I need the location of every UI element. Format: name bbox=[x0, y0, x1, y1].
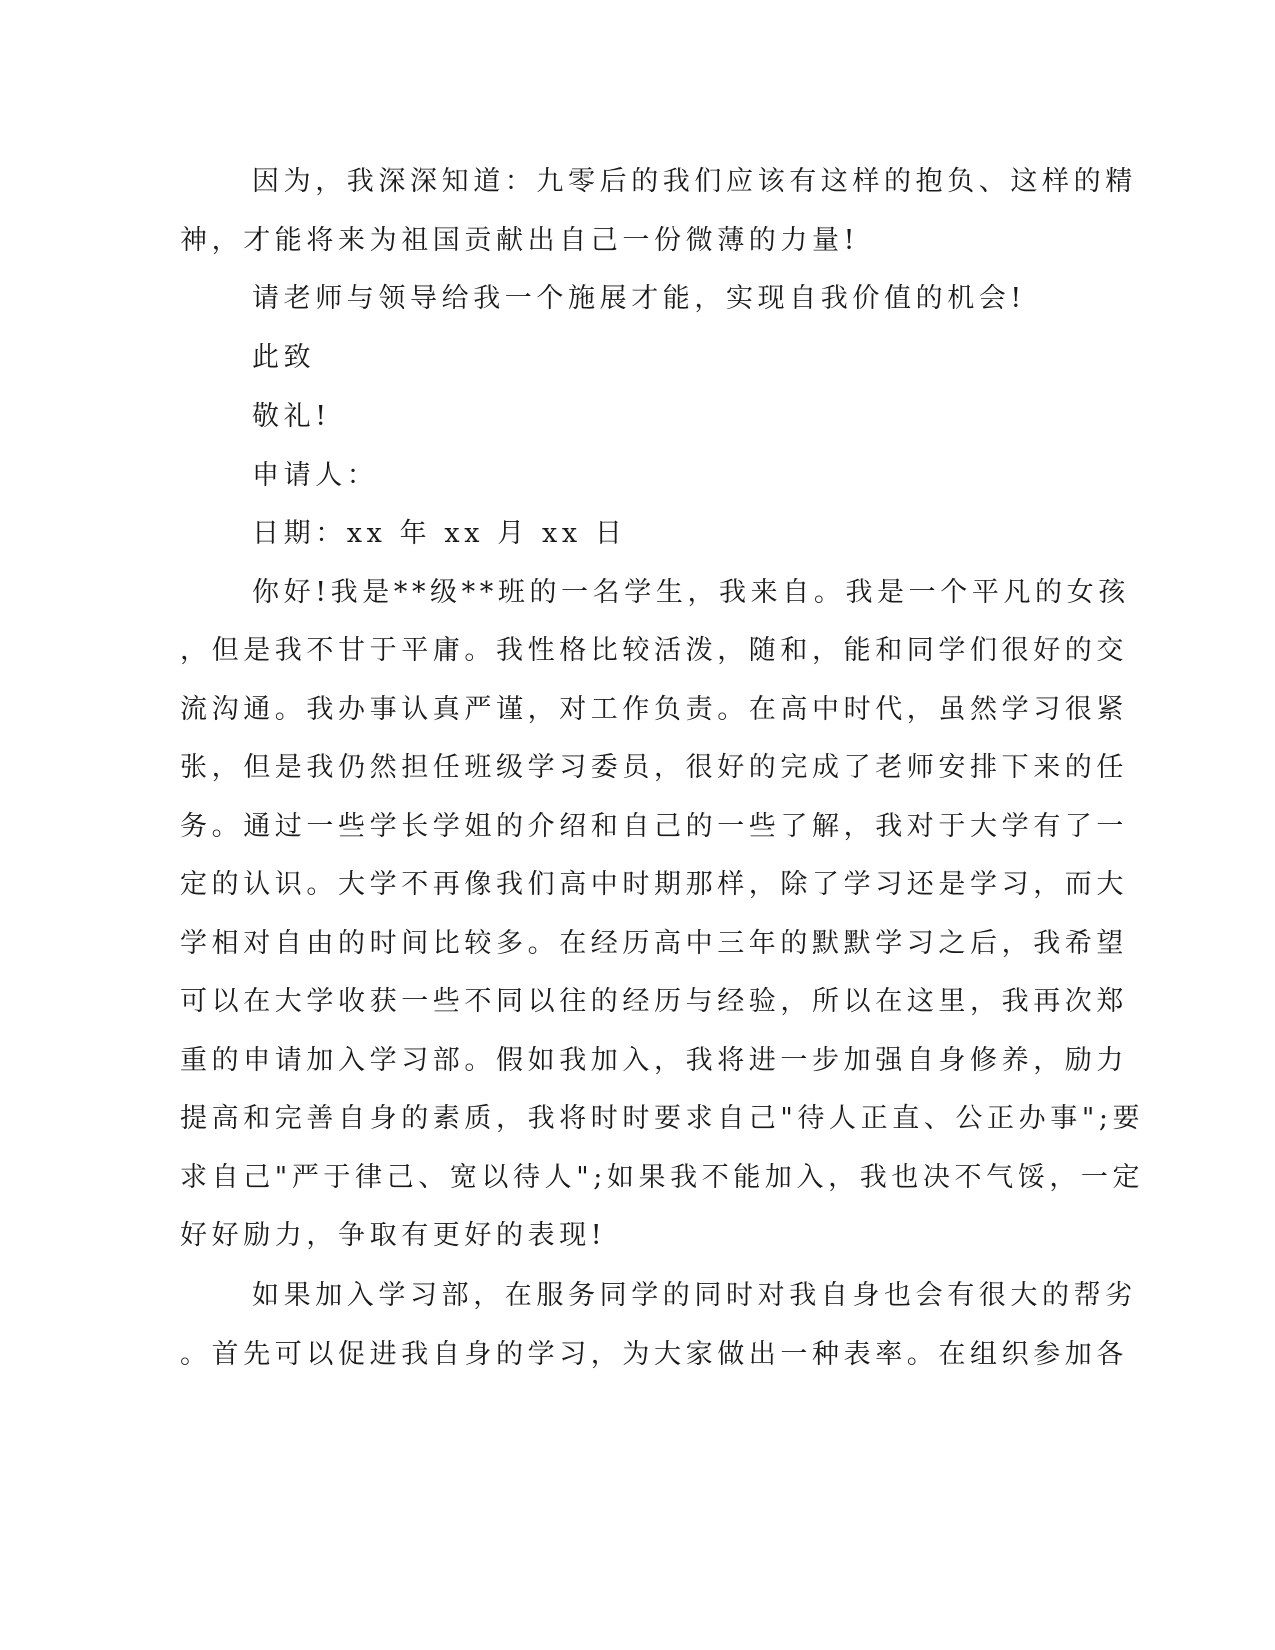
paragraph-line: 求自己"严于律己、宽以待人";如果我不能加入，我也决不气馁，一定 bbox=[180, 1162, 1145, 1193]
closing-salutation: 此致 bbox=[252, 342, 316, 373]
paragraph-line: 请老师与领导给我一个施展才能，实现自我价值的机会! bbox=[252, 283, 1026, 314]
paragraph-line: 因为，我深深知道：九零后的我们应该有这样的抱负、这样的精 bbox=[252, 166, 1137, 197]
applicant-label: 申请人： bbox=[252, 460, 379, 491]
paragraph-line: 神，才能将来为祖国贡献出自己一份微薄的力量! bbox=[180, 225, 860, 256]
paragraph-line: 你好!我是**级**班的一名学生，我来自。我是一个平凡的女孩 bbox=[252, 577, 1130, 608]
paragraph-line: ，但是我不甘于平庸。我性格比较活泼，随和，能和同学们很好的交 bbox=[180, 635, 1128, 666]
paragraph-line: 重的申请加入学习部。假如我加入，我将进一步加强自身修养，励力 bbox=[180, 1045, 1128, 1076]
paragraph-line: 张，但是我仍然担任班级学习委员，很好的完成了老师安排下来的任 bbox=[180, 752, 1128, 783]
paragraph-line: 。首先可以促进我自身的学习，为大家做出一种表率。在组织参加各 bbox=[180, 1339, 1128, 1370]
paragraph-line: 好好励力，争取有更好的表现! bbox=[180, 1220, 607, 1251]
paragraph-line: 学相对自由的时间比较多。在经历高中三年的默默学习之后，我希望 bbox=[180, 928, 1128, 959]
paragraph-line: 定的认识。大学不再像我们高中时期那样，除了学习还是学习，而大 bbox=[180, 869, 1128, 900]
paragraph-line: 如果加入学习部，在服务同学的同时对我自身也会有很大的帮劣 bbox=[252, 1280, 1137, 1311]
paragraph-line: 流沟通。我办事认真严谨，对工作负责。在高中时代，虽然学习很紧 bbox=[180, 694, 1128, 725]
paragraph-line: 可以在大学收获一些不同以往的经历与经验，所以在这里，我再次郑 bbox=[180, 986, 1128, 1017]
paragraph-line: 提高和完善自身的素质，我将时时要求自己"待人正直、公正办事";要 bbox=[180, 1103, 1145, 1134]
paragraph-line: 务。通过一些学长学姐的介绍和自己的一些了解，我对于大学有了一 bbox=[180, 811, 1128, 842]
closing-regards: 敬礼! bbox=[252, 401, 331, 432]
date-label: 日期：xx 年 xx 月 xx 日 bbox=[252, 518, 627, 549]
